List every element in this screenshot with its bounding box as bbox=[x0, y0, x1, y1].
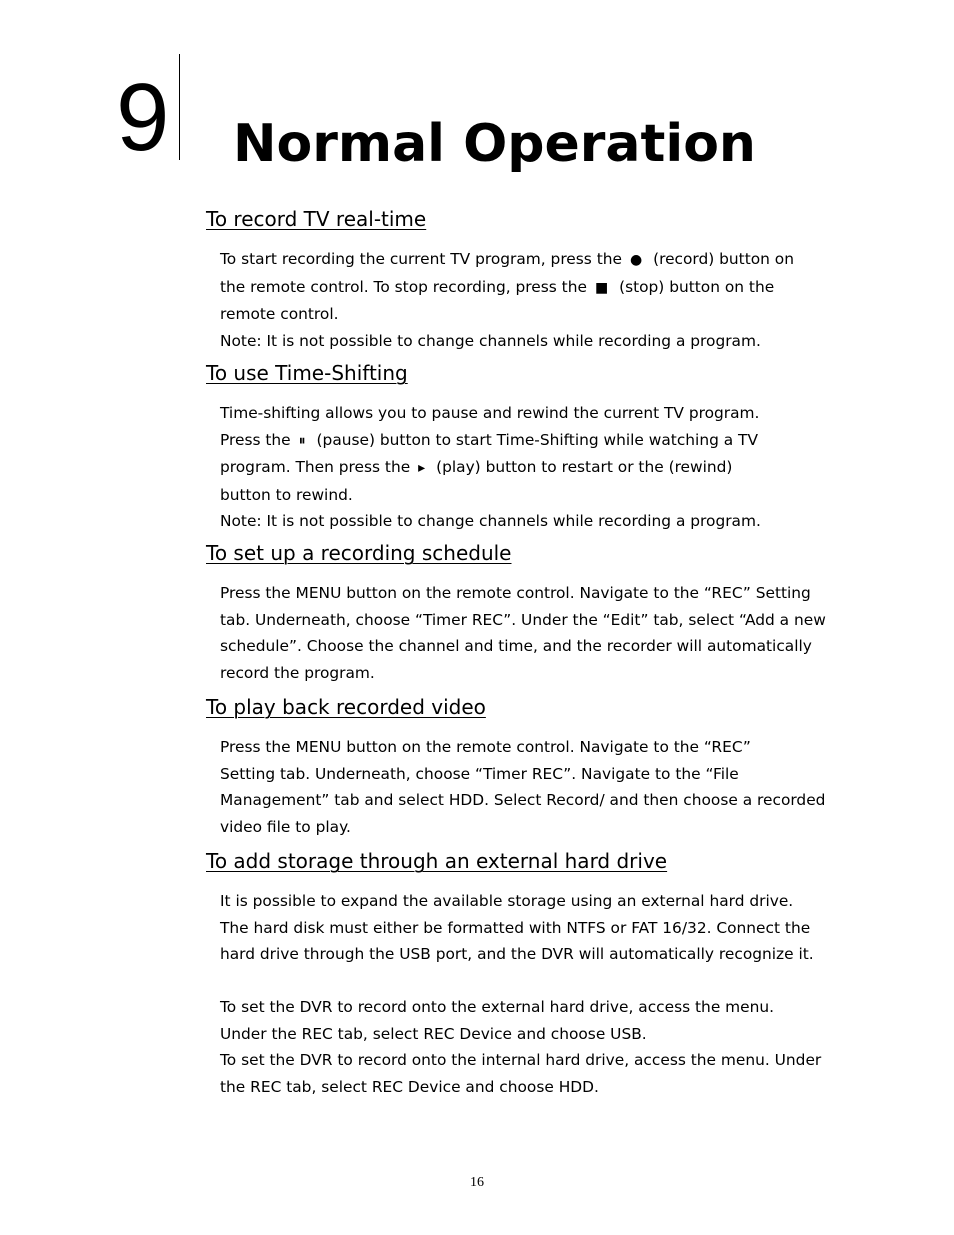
body-line: Management” tab and select HDD. Select Record/ and then choose a recorded bbox=[220, 791, 826, 809]
body-line: Press the MENU button on the remote control. Navigate to the “REC” bbox=[220, 738, 751, 756]
section-heading: To record TV real-time bbox=[206, 207, 427, 231]
line-text: (record) button on bbox=[648, 250, 794, 268]
section bbox=[206, 540, 846, 686]
section-body bbox=[206, 400, 846, 535]
body-line: Note: It is not possible to change channels while recording a program. bbox=[220, 331, 761, 350]
body-line: It is possible to expand the available storage using an external hard drive. bbox=[220, 892, 794, 910]
section bbox=[206, 360, 846, 535]
body-line: Setting tab. Underneath, choose “Timer REC”. Navigate to the “File bbox=[220, 764, 739, 783]
body-line: Press the MENU button on the remote control. Navigate to the “REC” Setting bbox=[220, 584, 811, 602]
body-line bbox=[206, 968, 846, 995]
section-heading: To add storage through an external hard drive bbox=[206, 849, 668, 873]
section bbox=[206, 694, 846, 840]
body-line: Under the REC tab, select REC Device and choose USB. bbox=[220, 1024, 647, 1043]
record-icon: ● bbox=[629, 252, 643, 268]
body-line: To set the DVR to record onto the internal hard drive, access the menu. Under bbox=[220, 1051, 822, 1069]
body-line: tab. Underneath, choose “Timer REC”. Under the “Edit” tab, select “Add a new bbox=[220, 610, 826, 629]
section-heading: To play back recorded video bbox=[206, 695, 486, 719]
section-heading: To set up a recording schedule bbox=[206, 541, 512, 565]
line-text: (stop) button on the bbox=[614, 277, 775, 296]
body-line: the REC tab, select REC Device and choose HDD. bbox=[220, 1077, 599, 1096]
chapter-title: Normal Operation bbox=[233, 114, 756, 174]
body-line: record the program. bbox=[220, 663, 375, 682]
chapter-number: 9 bbox=[116, 64, 170, 171]
body-line bbox=[206, 274, 846, 302]
section-body bbox=[206, 888, 846, 1100]
play-icon: ▸ bbox=[418, 460, 426, 476]
body-line: Note: It is not possible to change channels while recording a program. bbox=[220, 512, 761, 530]
chapter-divider bbox=[179, 54, 180, 160]
stop-icon: ■ bbox=[594, 279, 609, 296]
section-heading: To use Time-Shifting bbox=[206, 361, 408, 385]
body-line bbox=[206, 246, 846, 274]
section-body bbox=[206, 246, 846, 354]
body-line: video file to play. bbox=[220, 817, 351, 836]
body-line: hard drive through the USB port, and the DVR will automatically recognize it. bbox=[220, 945, 814, 963]
line-text: program. Then press the bbox=[220, 458, 411, 476]
section bbox=[206, 206, 846, 354]
line-text: Press the bbox=[220, 430, 291, 449]
line-text: (pause) button to start Time-Shifting while watching a TV bbox=[311, 430, 758, 449]
page-number: 16 bbox=[470, 1175, 484, 1190]
body-line: The hard disk must either be formatted with NTFS or FAT 16/32. Connect the bbox=[220, 918, 811, 937]
section-body bbox=[206, 734, 846, 840]
body-line: remote control. bbox=[220, 305, 339, 323]
section-body bbox=[206, 580, 846, 686]
body-line: schedule”. Choose the channel and time, and the recorder will automatically bbox=[220, 637, 812, 655]
line-text: (play) button to restart or the (rewind) bbox=[431, 458, 733, 476]
body-line bbox=[206, 454, 846, 482]
body-line: Time-shifting allows you to pause and rewind the current TV program. bbox=[220, 404, 760, 422]
section bbox=[206, 848, 846, 1100]
body-line: button to rewind. bbox=[220, 485, 353, 504]
line-text: the remote control. To stop recording, press the bbox=[220, 277, 587, 296]
body-line bbox=[206, 427, 846, 455]
pause-icon: ⏸ bbox=[298, 432, 306, 449]
line-text: To start recording the current TV program, press the bbox=[220, 250, 622, 268]
body-line: To set the DVR to record onto the external hard drive, access the menu. bbox=[220, 998, 775, 1016]
